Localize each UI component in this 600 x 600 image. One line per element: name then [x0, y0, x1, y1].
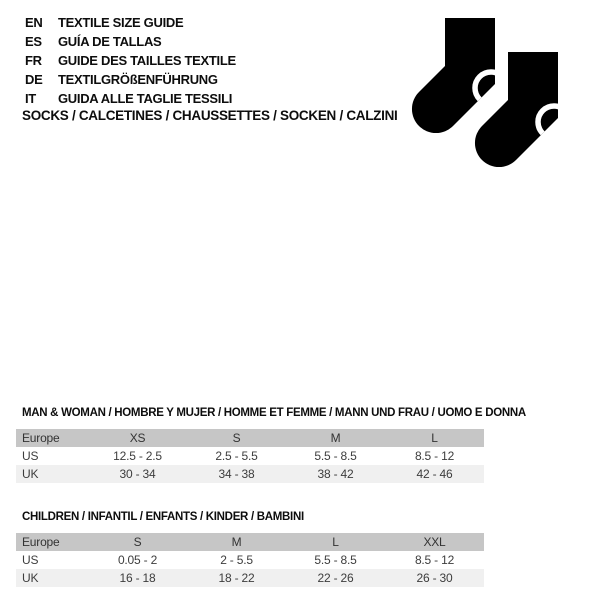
man-woman-table-title: MAN & WOMAN / HOMBRE Y MUJER / HOMME ET FEMME / MANN UND FRAU / UOMO E DONNA	[22, 407, 526, 419]
socks-icon	[390, 10, 562, 182]
header-cell-size-xs: XS	[129, 431, 146, 445]
table-row-uk	[16, 569, 484, 587]
man-woman-size-section	[16, 406, 526, 483]
language-code: FR	[25, 53, 42, 68]
header-cell-region: Europe	[22, 431, 60, 445]
size-cell: 2.5 - 5.5	[215, 449, 258, 463]
list-item	[25, 51, 236, 70]
language-guide-list	[25, 13, 236, 108]
man-woman-size-table	[16, 429, 484, 483]
header-cell-region: Europe	[22, 535, 60, 549]
size-cell: 8.5 - 12	[414, 553, 455, 567]
list-item	[25, 32, 236, 51]
size-cell: 42 - 46	[416, 467, 453, 481]
table-header-row	[16, 429, 484, 447]
language-code: EN	[25, 15, 43, 30]
size-cell: 18 - 22	[218, 571, 255, 585]
header-cell-size-l: L	[431, 431, 438, 445]
size-cell: 0.05 - 2	[117, 553, 158, 567]
list-item	[25, 70, 236, 89]
size-cell: 34 - 38	[218, 467, 255, 481]
language-code: ES	[25, 34, 42, 49]
size-cell: 12.5 - 2.5	[113, 449, 162, 463]
language-code: DE	[25, 72, 43, 87]
size-cell: 30 - 34	[119, 467, 156, 481]
region-cell: UK	[22, 467, 39, 481]
size-cell: 5.5 - 8.5	[314, 449, 357, 463]
language-label: GUIDE DES TAILLES TEXTILE	[58, 53, 236, 68]
size-cell: 22 - 26	[317, 571, 354, 585]
category-heading: SOCKS / CALCETINES / CHAUSSETTES / SOCKEN / CALZINI	[22, 108, 398, 123]
language-label: GUÍA DE TALLAS	[58, 34, 162, 49]
size-cell: 2 - 5.5	[220, 553, 253, 567]
region-cell: UK	[22, 571, 39, 585]
size-cell: 26 - 30	[416, 571, 453, 585]
language-label: TEXTILE SIZE GUIDE	[58, 15, 184, 30]
region-cell: US	[22, 553, 39, 567]
header-cell-size-s: S	[232, 431, 241, 445]
table-row-us	[16, 447, 484, 465]
size-cell: 8.5 - 12	[414, 449, 455, 463]
table-header-row	[16, 533, 484, 551]
list-item	[25, 13, 236, 32]
language-label: TEXTILGRÖßENFÜHRUNG	[58, 72, 218, 87]
size-cell: 16 - 18	[119, 571, 156, 585]
header-cell-size-m: M	[330, 431, 341, 445]
header-cell-size-l: L	[332, 535, 339, 549]
language-code: IT	[25, 91, 36, 106]
children-size-table	[16, 533, 484, 587]
size-cell: 38 - 42	[317, 467, 354, 481]
language-label: GUIDA ALLE TAGLIE TESSILI	[58, 91, 233, 106]
header-cell-size-m: M	[231, 535, 242, 549]
list-item	[25, 89, 236, 108]
header-cell-size-s: S	[133, 535, 142, 549]
table-row-us	[16, 551, 484, 569]
region-cell: US	[22, 449, 39, 463]
header-cell-size-xxl: XXL	[423, 535, 446, 549]
size-cell: 5.5 - 8.5	[314, 553, 357, 567]
children-table-title: CHILDREN / INFANTIL / ENFANTS / KINDER / BAMBINI	[22, 511, 304, 523]
table-row-uk	[16, 465, 484, 483]
children-size-section	[16, 510, 484, 587]
